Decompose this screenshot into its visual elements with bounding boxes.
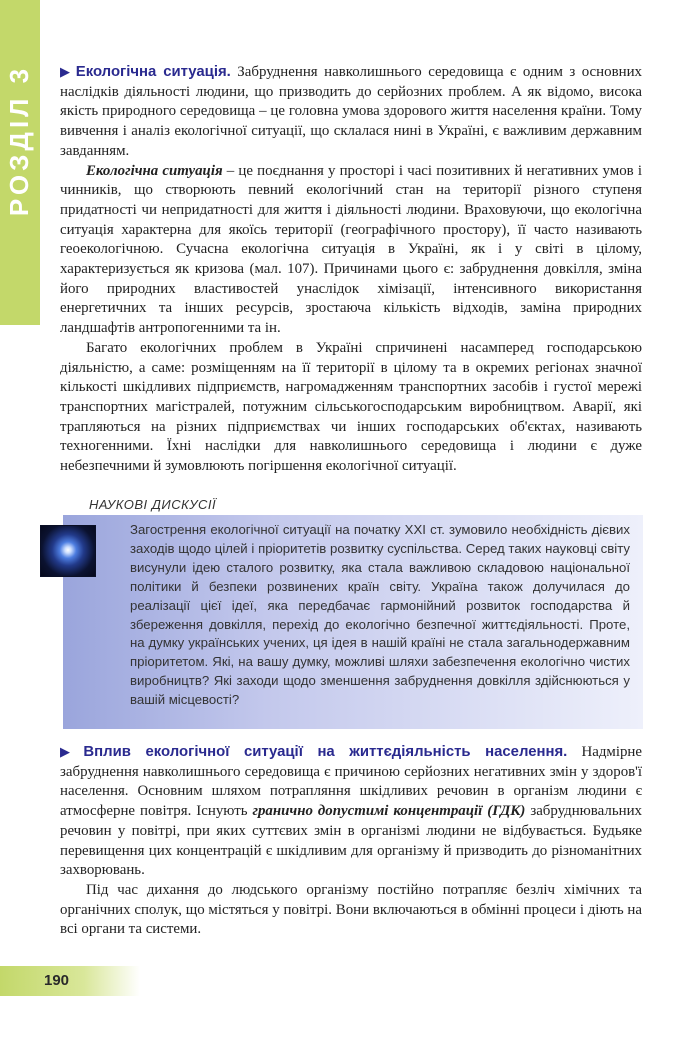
term-ecological-situation: Екологічна ситуація xyxy=(86,162,223,179)
term-gdk: гранично допустимі концентрації (ГДК) xyxy=(252,803,526,820)
galaxy-icon xyxy=(40,525,96,577)
discussion-title: НАУКОВІ ДИСКУСІЇ xyxy=(89,497,217,512)
paragraph-breathing: Під час дихання до людського організму постійно потрапляє безліч хімічних та органічних сполук, що містяться у повітрі. Вони включаються в обмінні процеси і діють на всі органи та системи. xyxy=(60,881,642,938)
section-health-impact xyxy=(60,742,642,940)
bullet-marker-icon: ▶ xyxy=(60,64,73,79)
paragraph-definition xyxy=(60,162,642,339)
paragraph-causes: Багато екологічних проблем в Україні спричинені насамперед господарською діяльністю, а саме: розміщенням на її території в цілому та в окремих регіонах значної кількості шкідливих підприємств, нагромадженням транспортних засобів і густої мережі транспортних магістралей, потужним сільськогосподарським виробництвом. Аварії, які трапляються на різних підприємствах чи інших господарських об'єктах, називають техногенними. Їхні наслідки для навколишнього середовища і людини є дуже небезпечними й зумовлюють погіршення екологічної ситуації. xyxy=(60,339,642,475)
bullet-marker-icon: ▶ xyxy=(60,744,81,759)
paragraph-intro xyxy=(60,62,642,162)
chapter-label-text: РОЗДІЛ 3 xyxy=(4,64,35,216)
health-text-a: Надмірне забруднення навколишнього середовища є причиною серйозних негативних змін у здоров'ї населення. Основним шляхом потрапляння шкідливих речовин в організм людини є атмосферне повітря. Існують xyxy=(60,744,642,820)
paragraph-health xyxy=(60,742,642,881)
discussion-text: Загострення екологічної ситуації на початку ХХІ ст. зумовило необхідність дієвих заходів щодо цілей і пріоритетів розвитку суспільства. Серед таких науковці світу висунули ідею сталого розвитку, яка стала важливою складовою національної політики й безпеки розвинених країн світу. Україна також долучилася до реалізації цієї ідеї, яка передбачає гармонійний розвиток господарства й збереження довкілля, перехід до екологічно безпечної життєдіяльності. Проте, на думку українських учених, ця ідея в нашій країні не стала загальнодержавним пріоритетом. Які, на вашу думку, можливі шляхи забезпечення екологічно чистих виробництв? Які заходи щодо зменшення забруднення довкілля здійснюються у вашій місцевості? xyxy=(130,522,630,708)
page-number-bar xyxy=(0,966,140,996)
intro-text: Забруднення навколишнього середовища є одним з основних наслідків діяльності людини, що призводить до серйозних проблем. А як відомо, висока якість природного середовища – це головна умова здорового життя населення країни. Тому вивчення і аналіз екологічної ситуації, що склалася нині в Україні, є важливим державним завданням. xyxy=(60,64,642,159)
chapter-label xyxy=(0,40,40,240)
section-heading-health: Вплив екологічної ситуації на життєдіяльність населення. xyxy=(83,744,568,760)
health-text-b: забруднювальних речовин у повітрі, при яких суттєвих змін в організмі людини не відбувається. Будьяке перевищення цих концентрацій є шкідливим для організму й призводить до різноманітних захворювань. xyxy=(60,803,642,879)
page-number: 190 xyxy=(44,972,70,989)
section-heading-ecology: Екологічна ситуація. xyxy=(75,64,231,80)
definition-text: – це поєднання у просторі і часі позитивних й негативних умов і чинників, що створюють певний екологічний стан на території різного ступеня придатності чи непридатності для життя і діяльності людини. Враховуючи, що екологічна ситуація характерна для якоїсь території (географічного простору), її часто називають геоекологічною. Сучасна екологічна ситуація в Україні, як і у світі в цілому, характеризується як кризова (мал. 107). Причинами цього є: забруднення довкілля, зміна його природних властивостей унаслідок хімізації, інтенсивного використання енергетичних та інших ресурсів, зростаюча кількість відходів, заміна природних ландшафтів антропогенними та ін. xyxy=(60,162,642,337)
section-ecological-situation xyxy=(60,62,642,477)
